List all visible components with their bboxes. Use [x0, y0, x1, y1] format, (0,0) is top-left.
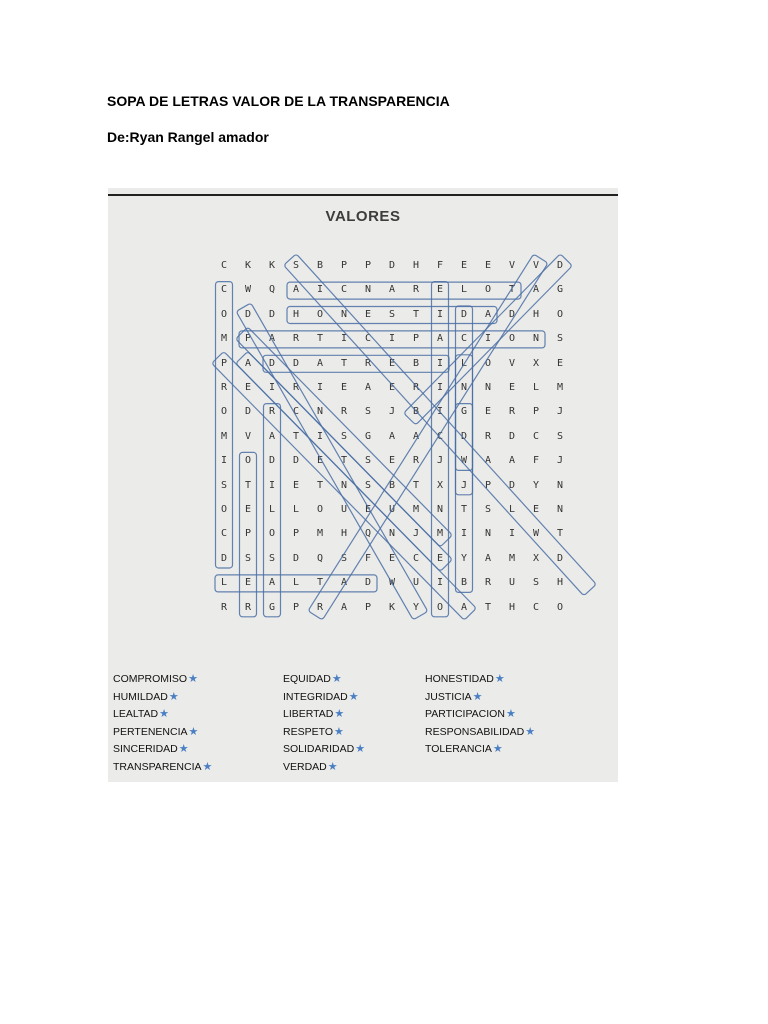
- grid-letter: V: [532, 260, 540, 271]
- grid-letter: G: [460, 406, 468, 418]
- grid-letter: J: [556, 406, 564, 418]
- grid-letter: H: [556, 577, 564, 589]
- grid-letter: L: [268, 504, 276, 515]
- grid-letter: M: [316, 528, 324, 540]
- puzzle-heading: VALORES: [325, 208, 401, 225]
- grid-letter: T: [292, 430, 300, 442]
- grid-letter: A: [436, 333, 444, 345]
- grid-row: [212, 352, 564, 376]
- word-list-item: [113, 760, 212, 773]
- grid-letter: D: [244, 406, 252, 418]
- grid-letter: T: [556, 528, 564, 540]
- grid-letter: C: [220, 260, 228, 271]
- grid-letter: R: [244, 601, 252, 613]
- grid-letter: P: [340, 260, 348, 271]
- grid-letter: P: [532, 406, 540, 418]
- grid-letter: R: [292, 382, 300, 393]
- grid-letter: T: [316, 577, 324, 589]
- grid-letter: R: [292, 333, 300, 345]
- grid-letter: X: [436, 479, 444, 491]
- grid-letter: T: [316, 479, 324, 491]
- word-list-item: [283, 725, 344, 738]
- word-list-item: [113, 690, 179, 703]
- grid-row: [212, 596, 564, 620]
- grid-letter: D: [388, 260, 396, 271]
- word-label: SINCERIDAD: [113, 743, 178, 755]
- grid-letter: T: [244, 479, 252, 491]
- star-icon: ★: [202, 760, 213, 773]
- grid-letter: J: [460, 479, 468, 491]
- grid-letter: U: [412, 577, 420, 589]
- grid-letter: H: [340, 528, 348, 540]
- grid-letter: T: [460, 504, 468, 515]
- grid-letter: I: [436, 382, 444, 393]
- grid-letter: W: [388, 577, 396, 589]
- grid-letter: D: [268, 455, 276, 467]
- grid-letter: G: [268, 601, 276, 613]
- grid-letter: R: [220, 382, 228, 393]
- grid-letter: M: [220, 333, 228, 345]
- grid-letter: N: [556, 479, 564, 491]
- grid-letter: A: [532, 284, 540, 296]
- grid-row: [212, 400, 564, 424]
- star-icon: ★: [525, 725, 536, 738]
- grid-letter: S: [388, 308, 396, 320]
- grid-letter: V: [508, 357, 516, 369]
- grid-letter: Y: [532, 479, 540, 491]
- grid-letter: D: [460, 430, 468, 442]
- grid-letter: T: [412, 479, 420, 491]
- word-label: JUSTICIA: [425, 690, 472, 703]
- grid-letter: E: [316, 455, 324, 467]
- grid-letter: U: [388, 504, 396, 515]
- grid-letter: O: [556, 308, 564, 320]
- grid-row: [212, 547, 564, 571]
- grid-letter: F: [364, 552, 372, 564]
- grid-letter: R: [220, 601, 228, 613]
- star-icon: ★: [334, 708, 345, 720]
- grid-row: [212, 474, 564, 498]
- grid-letter: E: [508, 382, 516, 393]
- grid-letter: O: [484, 357, 492, 369]
- grid-letter: I: [460, 528, 468, 540]
- grid-letter: N: [484, 528, 492, 540]
- word-label: PARTICIPACION: [425, 708, 505, 720]
- grid-letter: J: [436, 455, 444, 467]
- grid-letter: E: [292, 479, 300, 491]
- grid-letter: N: [340, 308, 348, 320]
- grid-letter: N: [532, 333, 540, 345]
- grid-letter: K: [244, 260, 252, 271]
- grid-letter: A: [244, 357, 252, 369]
- grid-letter: O: [220, 308, 228, 320]
- grid-letter: I: [508, 528, 516, 540]
- grid-letter: A: [508, 455, 516, 467]
- grid-letter: R: [364, 357, 372, 369]
- grid-letter: S: [292, 260, 300, 271]
- grid-letter: B: [388, 479, 396, 491]
- grid-letter: P: [412, 333, 420, 345]
- grid-row: [212, 303, 564, 327]
- grid-letter: O: [268, 528, 276, 540]
- grid-letter: C: [364, 333, 372, 345]
- grid-letter: E: [244, 577, 252, 589]
- grid-letter: H: [292, 308, 300, 320]
- grid-letter: S: [484, 504, 492, 515]
- grid-letter: A: [292, 284, 300, 296]
- grid-letter: E: [484, 406, 492, 418]
- grid-letter: I: [316, 382, 324, 393]
- star-icon: ★: [334, 725, 344, 738]
- grid-letter: E: [388, 357, 396, 369]
- star-icon: ★: [505, 708, 516, 720]
- grid-letter: R: [316, 601, 324, 613]
- grid-letter: B: [412, 406, 420, 418]
- grid-letter: O: [436, 601, 444, 613]
- star-icon: ★: [188, 673, 198, 685]
- grid-letter: A: [364, 382, 372, 393]
- grid-row: [212, 571, 564, 595]
- grid-letter: E: [436, 284, 444, 296]
- grid-letter: I: [436, 406, 444, 418]
- grid-letter: L: [532, 382, 540, 393]
- grid-letter: C: [412, 552, 420, 564]
- top-border-line: [108, 194, 618, 196]
- grid-letter: R: [484, 577, 492, 589]
- grid-letter: O: [316, 308, 324, 320]
- star-icon: ★: [188, 725, 199, 738]
- star-icon: ★: [355, 743, 366, 755]
- grid-letter: T: [484, 601, 492, 613]
- grid-letter: N: [364, 284, 372, 296]
- grid-letter: T: [340, 455, 348, 467]
- grid-row: [212, 449, 564, 473]
- grid-letter: Q: [268, 284, 276, 296]
- grid-letter: X: [532, 552, 540, 564]
- grid-letter: F: [436, 260, 444, 271]
- grid-letter: D: [364, 577, 372, 589]
- grid-letter: A: [340, 577, 348, 589]
- grid-letter: E: [388, 552, 396, 564]
- grid-letter: E: [460, 260, 468, 271]
- grid-letter: P: [220, 357, 228, 369]
- grid-letter: A: [388, 430, 396, 442]
- grid-letter: A: [484, 455, 492, 467]
- grid-letter: O: [316, 504, 324, 515]
- word-list-item: [283, 742, 365, 755]
- grid-letter: I: [436, 308, 444, 320]
- word-list-item: [425, 690, 483, 703]
- grid-letter: D: [556, 260, 564, 271]
- grid-letter: A: [484, 552, 492, 564]
- grid-letter: D: [508, 430, 516, 442]
- grid-letter: V: [508, 260, 516, 271]
- word-label: TOLERANCIA: [425, 743, 492, 755]
- grid-letter: S: [244, 552, 252, 564]
- grid-letter: Y: [460, 552, 468, 564]
- grid-letter: D: [292, 552, 300, 564]
- word-list-item: [425, 707, 516, 720]
- grid-letter: S: [220, 479, 228, 491]
- grid-row: [212, 425, 564, 449]
- grid-letter: K: [388, 601, 396, 613]
- grid-letter: R: [484, 430, 492, 442]
- grid-letter: C: [460, 333, 468, 345]
- grid-letter: O: [556, 601, 564, 613]
- grid-letter: I: [340, 333, 348, 345]
- word-label: VERDAD: [283, 760, 327, 773]
- grid-letter: E: [556, 357, 564, 369]
- grid-letter: E: [244, 382, 252, 393]
- word-list-item: [425, 742, 503, 755]
- grid-letter: H: [532, 308, 540, 320]
- grid-letter: B: [412, 357, 420, 369]
- grid-letter: O: [220, 406, 228, 418]
- grid-letter: T: [340, 357, 348, 369]
- grid-letter: U: [508, 577, 516, 589]
- grid-letter: P: [364, 260, 372, 271]
- grid-letter: B: [460, 577, 468, 589]
- grid-letter: N: [388, 528, 396, 540]
- grid-letter: P: [484, 479, 492, 491]
- grid-row: [212, 498, 564, 522]
- grid-letter: L: [292, 504, 300, 515]
- word-label: LIBERTAD: [283, 708, 334, 720]
- grid-letter: G: [364, 430, 372, 442]
- word-list-item: [283, 672, 342, 685]
- word-list-item: [283, 690, 359, 703]
- word-label: HUMILDAD: [113, 690, 168, 703]
- grid-letter: I: [484, 333, 492, 345]
- grid-letter: C: [436, 430, 444, 442]
- word-label: LEALTAD: [113, 708, 159, 720]
- grid-letter: L: [220, 577, 228, 589]
- grid-row: [212, 376, 564, 400]
- grid-letter: O: [484, 284, 492, 296]
- grid-letter: E: [364, 504, 372, 515]
- grid-letter: O: [244, 455, 252, 467]
- grid-row: [212, 254, 564, 278]
- grid-letter: A: [388, 284, 396, 296]
- grid-letter: S: [364, 455, 372, 467]
- grid-letter: S: [556, 430, 564, 442]
- grid-letter: R: [508, 406, 516, 418]
- grid-letter: I: [436, 577, 444, 589]
- grid-letter: D: [508, 479, 516, 491]
- grid-letter: L: [460, 284, 468, 296]
- grid-letter: T: [412, 308, 420, 320]
- grid-letter: D: [244, 308, 252, 320]
- grid-letter: L: [508, 504, 516, 515]
- grid-letter: O: [508, 333, 516, 345]
- grid-letter: M: [436, 528, 444, 540]
- grid-letter: E: [484, 260, 492, 271]
- grid-letter: Y: [412, 601, 420, 613]
- grid-letter: S: [340, 430, 348, 442]
- grid-letter: B: [316, 260, 324, 271]
- word-list-item: [425, 672, 505, 685]
- grid-letter: C: [532, 601, 540, 613]
- grid-letter: S: [364, 406, 372, 418]
- word-label: COMPROMISO: [113, 673, 188, 685]
- grid-letter: S: [364, 479, 372, 491]
- grid-letter: C: [340, 284, 348, 296]
- word-list-item: [113, 742, 189, 755]
- grid-row: [212, 327, 564, 351]
- word-label: TRANSPARENCIA: [113, 760, 202, 773]
- grid-letter: R: [412, 284, 420, 296]
- grid-letter: E: [244, 504, 252, 515]
- grid-letter: J: [388, 406, 396, 418]
- star-icon: ★: [492, 743, 503, 755]
- word-label: PERTENENCIA: [113, 725, 188, 738]
- word-search-image: [108, 188, 618, 782]
- grid-letter: I: [268, 382, 276, 393]
- grid-letter: A: [268, 577, 276, 589]
- grid-letter: C: [220, 284, 228, 296]
- grid-letter: T: [508, 284, 516, 296]
- grid-letter: T: [316, 333, 324, 345]
- grid-letter: D: [268, 308, 276, 320]
- grid-letter: E: [388, 382, 396, 393]
- star-icon: ★: [348, 690, 359, 703]
- grid-letter: E: [532, 504, 540, 515]
- grid-letter: A: [484, 308, 492, 320]
- word-label: RESPONSABILIDAD: [425, 725, 525, 738]
- grid-letter: I: [436, 357, 444, 369]
- grid-letter: D: [292, 455, 300, 467]
- grid-letter: L: [292, 577, 300, 589]
- star-icon: ★: [159, 708, 170, 720]
- grid-letter: W: [244, 284, 252, 296]
- grid-letter: E: [388, 455, 396, 467]
- grid-letter: E: [436, 552, 444, 564]
- word-list-item: [113, 707, 169, 720]
- grid-letter: P: [292, 601, 300, 613]
- grid-letter: I: [268, 479, 276, 491]
- grid-letter: R: [412, 455, 420, 467]
- grid-letter: I: [388, 333, 396, 345]
- star-icon: ★: [327, 760, 338, 773]
- grid-letter: A: [412, 430, 420, 442]
- document-author: De:Ryan Rangel amador: [107, 129, 269, 145]
- star-icon: ★: [331, 673, 342, 685]
- grid-letter: A: [268, 430, 276, 442]
- word-list-item: [113, 725, 198, 738]
- grid-letter: R: [412, 382, 420, 393]
- grid-letter: P: [364, 601, 372, 613]
- grid-letter: N: [436, 504, 444, 515]
- grid-letter: D: [460, 308, 468, 320]
- grid-letter: W: [532, 528, 540, 540]
- word-label: EQUIDAD: [283, 673, 331, 685]
- grid-letter: S: [532, 577, 540, 589]
- grid-letter: D: [556, 552, 564, 564]
- grid-letter: M: [220, 430, 228, 442]
- grid-letter: X: [532, 357, 540, 369]
- grid-letter: N: [484, 382, 492, 393]
- grid-letter: C: [220, 528, 228, 540]
- grid-letter: D: [292, 357, 300, 369]
- grid-letter: M: [556, 382, 564, 393]
- grid-letter: P: [244, 333, 252, 345]
- grid-letter: K: [268, 260, 276, 271]
- grid-letter: I: [316, 430, 324, 442]
- grid-letter: J: [556, 455, 564, 467]
- grid-letter: D: [268, 357, 276, 369]
- grid-letter: A: [316, 357, 324, 369]
- grid-letter: E: [340, 382, 348, 393]
- grid-letter: A: [460, 601, 468, 613]
- word-label: INTEGRIDAD: [283, 690, 348, 703]
- grid-letter: D: [220, 552, 228, 564]
- letter-grid: [212, 254, 564, 644]
- grid-letter: J: [412, 528, 420, 540]
- grid-letter: C: [292, 406, 300, 418]
- grid-letter: V: [244, 430, 252, 442]
- star-icon: ★: [168, 690, 179, 703]
- grid-letter: N: [316, 406, 324, 418]
- grid-letter: S: [268, 552, 276, 564]
- word-list-item: [283, 707, 344, 720]
- word-list: [108, 672, 618, 782]
- grid-letter: U: [340, 504, 348, 515]
- grid-letter: N: [556, 504, 564, 515]
- word-label: HONESTIDAD: [425, 673, 494, 685]
- grid-letter: R: [340, 406, 348, 418]
- grid-letter: Q: [364, 528, 372, 540]
- grid-letter: E: [364, 308, 372, 320]
- grid-letter: N: [460, 382, 468, 393]
- document-title: SOPA DE LETRAS VALOR DE LA TRANSPARENCIA: [107, 93, 450, 109]
- grid-letter: Q: [316, 552, 324, 564]
- grid-letter: G: [556, 284, 564, 296]
- grid-letter: S: [340, 552, 348, 564]
- grid-letter: R: [268, 406, 276, 418]
- star-icon: ★: [472, 690, 483, 703]
- grid-letter: D: [508, 308, 516, 320]
- grid-letter: L: [460, 357, 468, 369]
- star-icon: ★: [494, 673, 505, 685]
- grid-letter: C: [532, 430, 540, 442]
- word-list-item: [113, 672, 198, 685]
- word-label: SOLIDARIDAD: [283, 743, 355, 755]
- grid-letter: N: [340, 479, 348, 491]
- grid-letter: P: [292, 528, 300, 540]
- grid-row: [212, 522, 564, 546]
- grid-letter: A: [268, 333, 276, 345]
- grid-letter: M: [412, 504, 420, 515]
- grid-letter: H: [508, 601, 516, 613]
- word-label: RESPETO: [283, 725, 333, 738]
- grid-letter: I: [220, 455, 228, 467]
- grid-letter: W: [460, 455, 468, 467]
- grid-letter: A: [340, 601, 348, 613]
- grid-letter: P: [244, 528, 252, 540]
- grid-row: [212, 278, 564, 302]
- word-list-item: [425, 725, 535, 738]
- star-icon: ★: [178, 743, 189, 755]
- grid-letter: F: [532, 455, 540, 467]
- grid-letter: H: [412, 260, 420, 271]
- grid-letter: O: [220, 504, 228, 515]
- grid-letter: I: [316, 284, 324, 296]
- grid-letter: S: [556, 333, 564, 345]
- grid-letter: M: [508, 552, 516, 564]
- word-list-item: [283, 760, 338, 773]
